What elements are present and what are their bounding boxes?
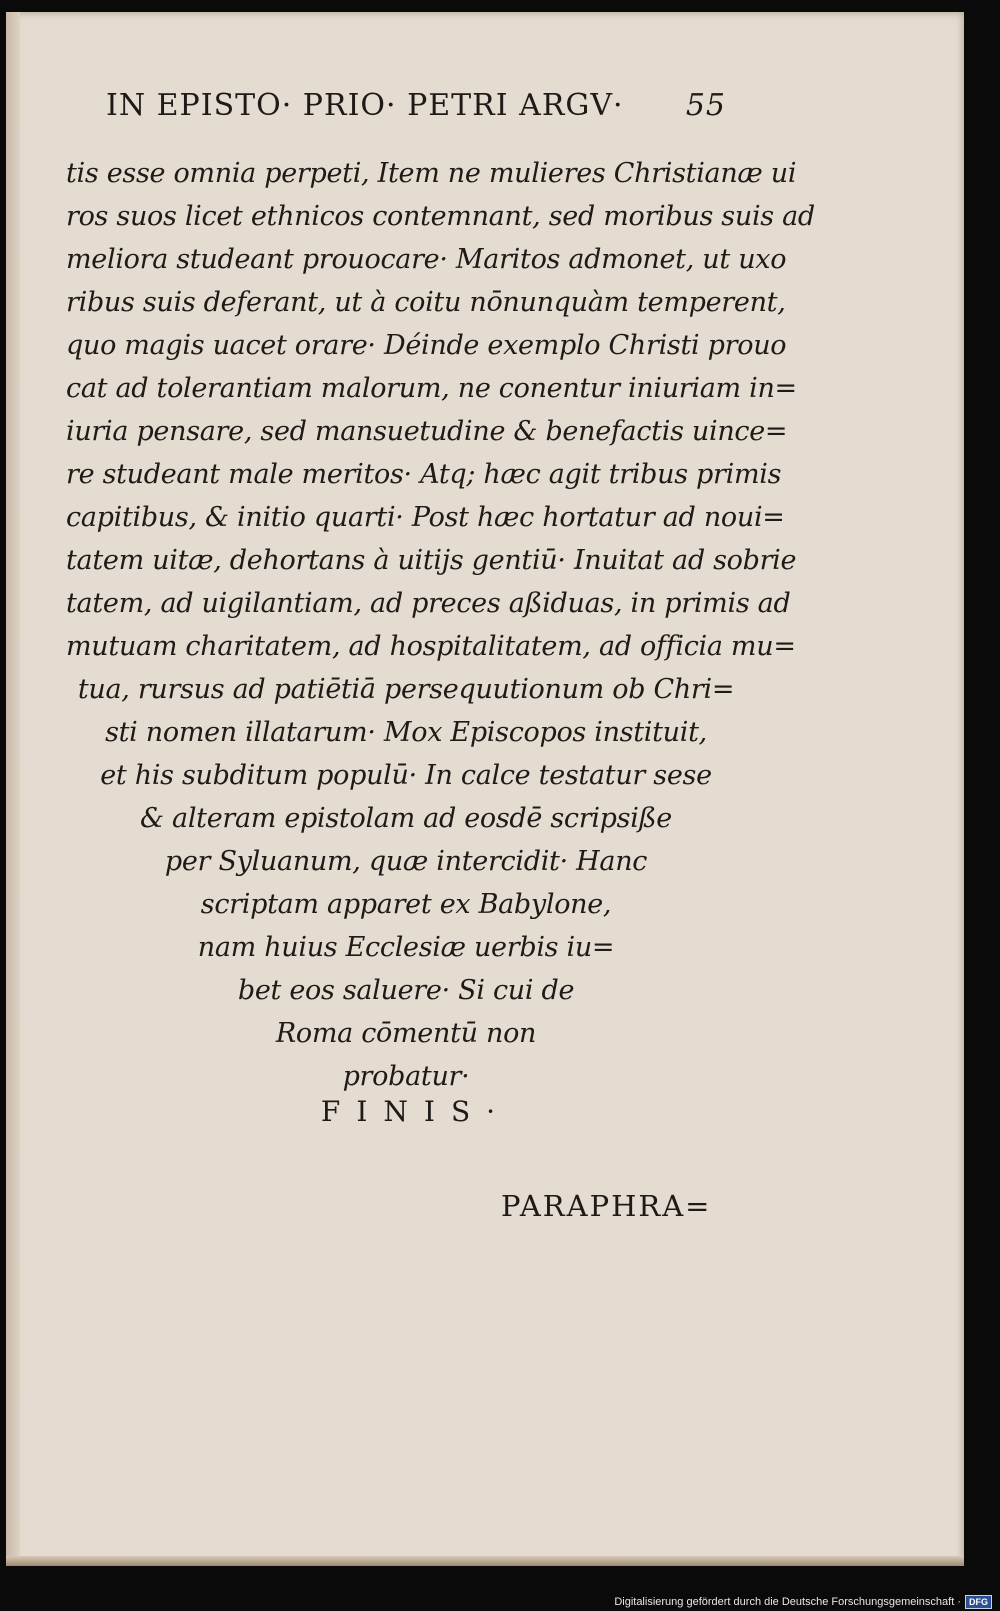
catchword: PARAPHRA= [501,1189,712,1223]
text-line: tatem uitæ, dehortans à uitijs gentiū· Inuitat ad sobrie [66,545,797,576]
page-bottom-edge [6,1556,964,1566]
text-line: per Syluanum, quæ intercidit· Hanc [164,846,648,877]
text-line: capitibus, & initio quarti· Post hæc hortatur ad noui= [66,502,785,533]
text-line: meliora studeant prouocare· Maritos admonet, ut uxo [66,244,787,275]
folio-number: 55 [685,88,726,123]
text-line: tua, rursus ad patiētiā persequutionum ob Chri= [77,674,735,705]
text-line: tatem, ad uigilantiam, ad preces aßiduas, in primis ad [66,588,791,619]
text-line: & alteram epistolam ad eosdē scripsiße [140,803,672,834]
dfg-logo-icon: DFG [965,1595,992,1609]
argument-text-block [66,152,815,1098]
text-line: ribus suis deferant, ut à coitu nōnunquàm temperent, [66,287,786,318]
digitization-credit [614,1595,992,1609]
credit-text: Digitalisierung gefördert durch die Deutsche Forschungsgemeinschaft · [614,1596,961,1608]
text-line: tis esse omnia perpeti, Item ne mulieres Christianæ ui [66,158,797,189]
running-header [106,88,726,123]
text-line: et his subditum populū· In calce testatur sese [100,760,712,791]
finis-label: FINIS· [320,1095,512,1128]
text-line: probatur· [342,1061,470,1092]
text-line: quo magis uacet orare· Déinde exemplo Christi prouo [66,330,787,361]
page-gutter [6,12,20,1566]
text-line: mutuam charitatem, ad hospitalitatem, ad officia mu= [66,631,796,662]
text-line: iuria pensare, sed mansuetudine & benefactis uince= [66,416,788,447]
text-line: sti nomen illatarum· Mox Episcopos instituit, [105,717,707,748]
text-line: cat ad tolerantiam malorum, ne conentur iniuriam in= [66,373,797,404]
running-head-title: IN EPISTO· PRIO· PETRI ARGV· [106,88,624,123]
text-line: Roma cōmentū non [275,1018,537,1049]
text-line: bet eos saluere· Si cui de [237,975,575,1006]
text-line: ros suos licet ethnicos contemnant, sed moribus suis ad [66,201,815,232]
text-line: nam huius Ecclesiæ uerbis iu= [197,932,615,963]
text-line: scriptam apparet ex Babylone, [200,889,612,920]
book-page [6,12,964,1566]
text-line: re studeant male meritos· Atq; hæc agit tribus primis [66,459,782,490]
